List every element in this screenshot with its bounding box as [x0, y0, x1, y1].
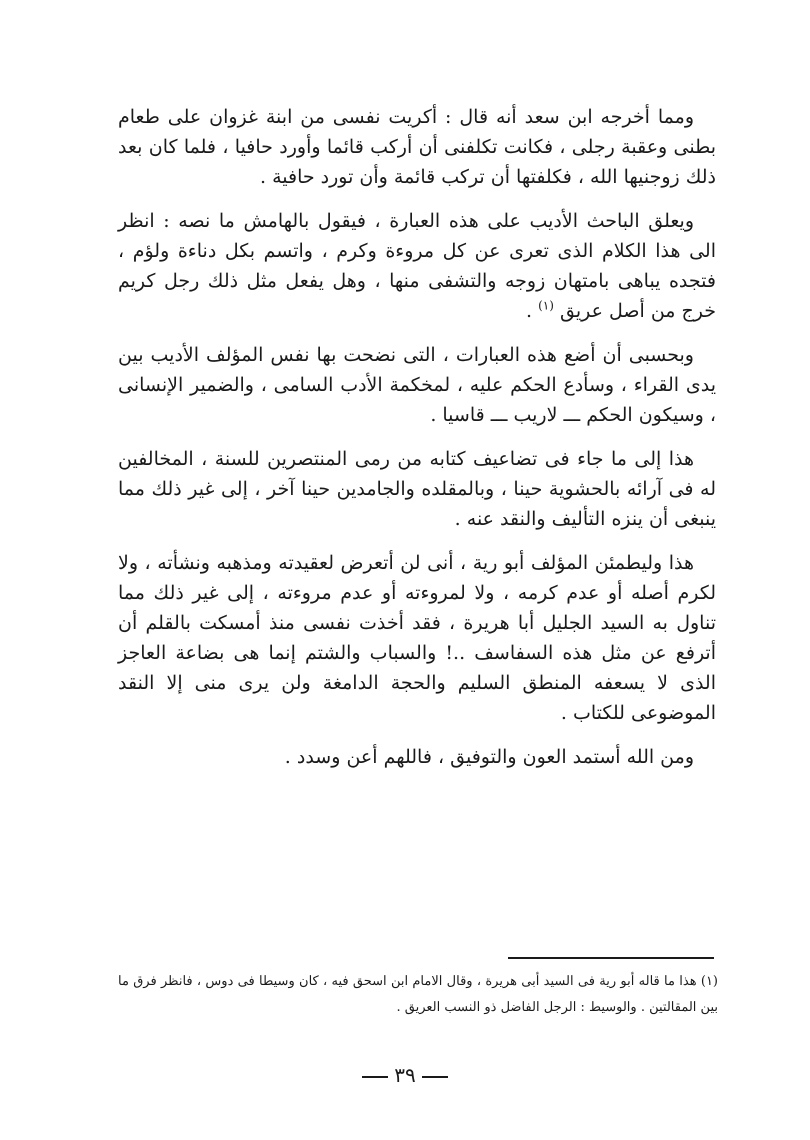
paragraph-2-tail: .	[526, 300, 539, 322]
paragraph-2-text: ويعلق الباحث الأديب على هذه العبارة ، فيقول بالهامش ما نصه : انظر الى هذا الكلام الذى تعرى عن كل مروءة وكرم ، واتسم بكل دناءة ولؤم ، فتجده يباهى بامتهان زوجه والتشفى منها ، وهل يفعل مثل ذلك رجل كريم خرج من أصل عريق	[118, 210, 716, 322]
page-number-dash-right	[422, 1076, 448, 1078]
page-number-dash-left	[362, 1076, 388, 1078]
paragraph-2	[118, 206, 716, 326]
footnote-divider	[508, 957, 714, 959]
paragraph-4-text: هذا إلى ما جاء فى تضاعيف كتابه من رمى المنتصرين للسنة ، المخالفين له فى آرائه بالحشوية حينا ، وبالمقلده والجامدين حينا آخر ، إلى غير ذلك مما ينبغى أن ينزه التأليف والنقد عنه .	[118, 448, 716, 530]
paragraph-5-text: هذا وليطمئن المؤلف أبو رية ، أنى لن أتعرض لعقيدته ومذهبه ونشأته ، ولا لكرم أصله أو عدم كرمه ، ولا لمروءته أو عدم مروءته ، إلى غير ذلك مما تناول به السيد الجليل أبا هريرة ، فقد أخذت نفسى منذ أمسكت بالقلم أن أترفع عن مثل هذه السفاسف ..! والسباب والشتم إنما هى بضاعة العاجز الذى لا يسعفه المنطق السليم والحجة الدامغة ولن يرى منى إلا النقد الموضوعى للكتاب .	[118, 552, 716, 724]
paragraph-3-text: وبحسبى أن أضع هذه العبارات ، التى نضحت بها نفس المؤلف الأديب بين يدى القراء ، وسأدع الحكم عليه ، لمخكمة الأدب السامى ، والضمير الإنسانى ، وسيكون الحكم ـــ لاريب ـــ قاسيا .	[118, 344, 716, 426]
footnotes	[118, 969, 718, 1021]
paragraph-6-text: ومن الله أستمد العون والتوفيق ، فاللهم أعن وسدد .	[284, 746, 694, 768]
page-number	[0, 1060, 810, 1090]
paragraph-4	[118, 444, 716, 534]
paragraph-5	[118, 548, 716, 728]
paragraph-1-text: ومما أخرجه ابن سعد أنه قال : أكريت نفسى من ابنة غزوان على طعام بطنى وعقبة رجلى ، فكانت تكلفنى أن أركب قائما وأورد حافيا ، فلما كان بعد ذلك زوجنيها الله ، فكلفتها أن تركب قائمة وأن تورد حافية .	[118, 106, 716, 188]
main-text	[118, 102, 716, 786]
paragraph-6	[118, 742, 716, 772]
footnote-reference[interactable]: (١)	[538, 298, 554, 313]
paragraph-1	[118, 102, 716, 192]
paragraph-3	[118, 340, 716, 430]
footnote-1: (١) هذا ما قاله أبو رية فى السيد أبى هريرة ، وقال الامام ابن اسحق فيه ، كان وسيطا فى دوس ، فانظر فرق ما بين المقالتين . والوسيط : الرجل الفاضل ذو النسب العريق .	[118, 974, 718, 1015]
page-number-value: ٣٩	[394, 1063, 416, 1087]
